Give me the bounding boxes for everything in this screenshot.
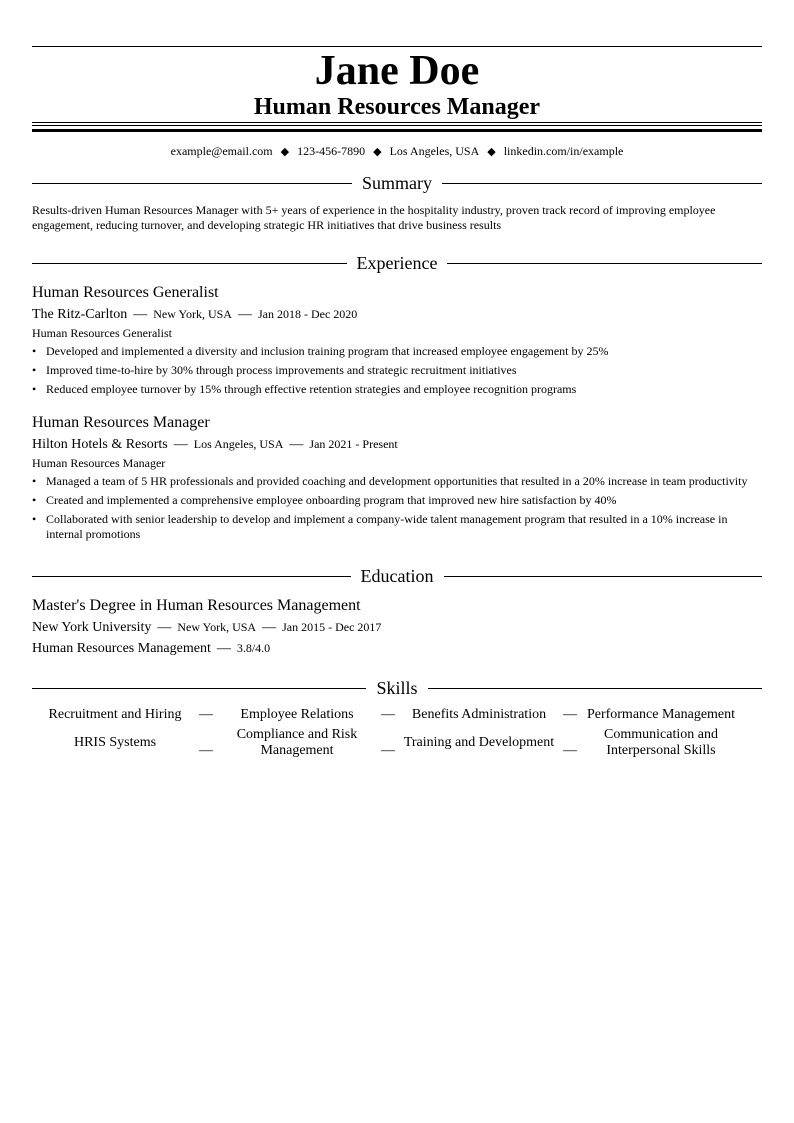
heading-rule-left [32, 263, 347, 264]
skill-item: Performance Management [586, 707, 736, 722]
skill-item: Recruitment and Hiring [48, 707, 182, 722]
skills-heading [32, 677, 762, 699]
heading-rule-right [428, 688, 762, 689]
skills-row [32, 727, 762, 759]
heading-rule-left [32, 688, 366, 689]
contact-phone[interactable]: 123-456-7890 [297, 144, 366, 158]
school-name: New York University [32, 620, 152, 635]
bullet-icon: • [32, 512, 37, 526]
experience-heading-label: Experience [356, 253, 438, 273]
education-field-line [32, 639, 762, 658]
education-dates: Jan 2015 - Dec 2017 [282, 620, 382, 634]
dash-separator: — [199, 743, 213, 758]
candidate-title: Human Resources Manager [253, 94, 541, 120]
experience-heading [32, 252, 762, 274]
job-meta [32, 435, 762, 454]
education-gpa: 3.8/4.0 [236, 641, 271, 655]
skill-item: Compliance and Risk Management [236, 727, 358, 758]
bullet-text: Collaborated with senior leadership to develop and implement a company-wide talent management program that resulted in a 10% increase in internal promotions [46, 512, 728, 541]
skills-grid [32, 707, 762, 763]
bullet-text: Reduced employee turnover by 15% through effective retention strategies and employee recognition programs [46, 382, 577, 396]
contact-line [32, 143, 762, 160]
list-item [32, 344, 762, 359]
job-location: New York, USA [153, 307, 232, 321]
bullet-icon: • [32, 474, 37, 488]
skill-item: Employee Relations [240, 707, 354, 722]
bullet-icon: • [32, 344, 37, 358]
skills-heading-label: Skills [376, 678, 418, 698]
heading-rule-right [447, 263, 762, 264]
job-meta [32, 305, 762, 324]
school-location: New York, USA [177, 620, 257, 634]
education-heading-label: Education [360, 566, 434, 586]
header-rule-2 [32, 125, 762, 126]
skill-item: Training and Development [403, 735, 555, 750]
education-meta [32, 618, 762, 637]
list-item [32, 512, 762, 542]
contact-linkedin[interactable]: linkedin.com/in/example [503, 144, 624, 158]
candidate-name: Jane Doe [314, 48, 480, 94]
dash-separator: — [563, 707, 577, 722]
diamond-icon: ◆ [373, 146, 382, 158]
dash-separator: — [173, 437, 188, 452]
bullet-icon: • [32, 493, 37, 507]
skill-item: HRIS Systems [73, 735, 157, 750]
bullet-icon: • [32, 382, 37, 396]
job-bullets [32, 344, 762, 397]
heading-rule-right [444, 576, 763, 577]
job-title: Human Resources Manager [32, 414, 210, 431]
dash-separator: — [289, 437, 304, 452]
job-dates: Jan 2018 - Dec 2020 [257, 307, 358, 321]
job-subtitle: Human Resources Generalist [32, 326, 172, 340]
heading-rule-left [32, 183, 352, 184]
list-item [32, 363, 762, 378]
job-company: The Ritz-Carlton [32, 307, 128, 322]
job-company: Hilton Hotels & Resorts [32, 437, 168, 452]
bullet-icon: • [32, 363, 37, 377]
contact-location: Los Angeles, USA [389, 144, 480, 158]
summary-heading-label: Summary [362, 173, 432, 193]
summary-text: Results-driven Human Resources Manager with 5+ years of experience in the hospitality industry, proven track record of improving employee engagement, reducing turnover, and developing strategic HR initiatives that drive business results [32, 203, 716, 232]
job-location: Los Angeles, USA [193, 437, 284, 451]
diamond-icon: ◆ [280, 146, 290, 158]
job-subtitle: Human Resources Manager [32, 456, 166, 470]
dash-separator: — [381, 707, 395, 722]
contact-email[interactable]: example@email.com [170, 144, 273, 158]
list-item [32, 382, 762, 397]
list-item [32, 493, 762, 508]
list-item [32, 474, 762, 489]
skills-row [32, 707, 762, 723]
dash-separator: — [157, 620, 172, 635]
skill-item: Communication and Interpersonal Skills [604, 727, 718, 758]
bullet-text: Improved time-to-hire by 30% through process improvements and strategic recruitment initiatives [46, 363, 517, 377]
bullet-text: Created and implemented a comprehensive employee onboarding program that improved new hire satisfaction by 40% [46, 493, 617, 507]
job-bullets [32, 474, 762, 542]
heading-rule-right [442, 183, 762, 184]
education-field: Human Resources Management [32, 641, 211, 656]
dash-separator: — [381, 743, 395, 758]
bullet-text: Developed and implemented a diversity and inclusion training program that increased employee engagement by 25% [46, 344, 609, 358]
heading-rule-left [32, 576, 351, 577]
experience-item-1 [32, 283, 762, 401]
dash-separator: — [237, 307, 252, 322]
bullet-text: Managed a team of 5 HR professionals and provided coaching and development opportunities that resulted in a 20% increase in team productivity [46, 474, 748, 488]
education-item [32, 596, 762, 658]
job-dates: Jan 2021 - Present [309, 437, 398, 451]
skill-item: Benefits Administration [411, 707, 547, 722]
dash-separator: — [133, 307, 148, 322]
diamond-icon: ◆ [487, 146, 496, 158]
job-title: Human Resources Generalist [32, 284, 219, 301]
dash-separator: — [563, 743, 577, 758]
summary-heading [32, 172, 762, 194]
header-rule-3 [32, 129, 762, 132]
experience-item-2 [32, 413, 762, 546]
degree-title: Master's Degree in Human Resources Management [32, 597, 361, 614]
dash-separator: — [262, 620, 277, 635]
header-rule-1 [32, 122, 762, 123]
dash-separator: — [216, 641, 231, 656]
dash-separator: — [199, 707, 213, 722]
education-heading [32, 565, 762, 587]
